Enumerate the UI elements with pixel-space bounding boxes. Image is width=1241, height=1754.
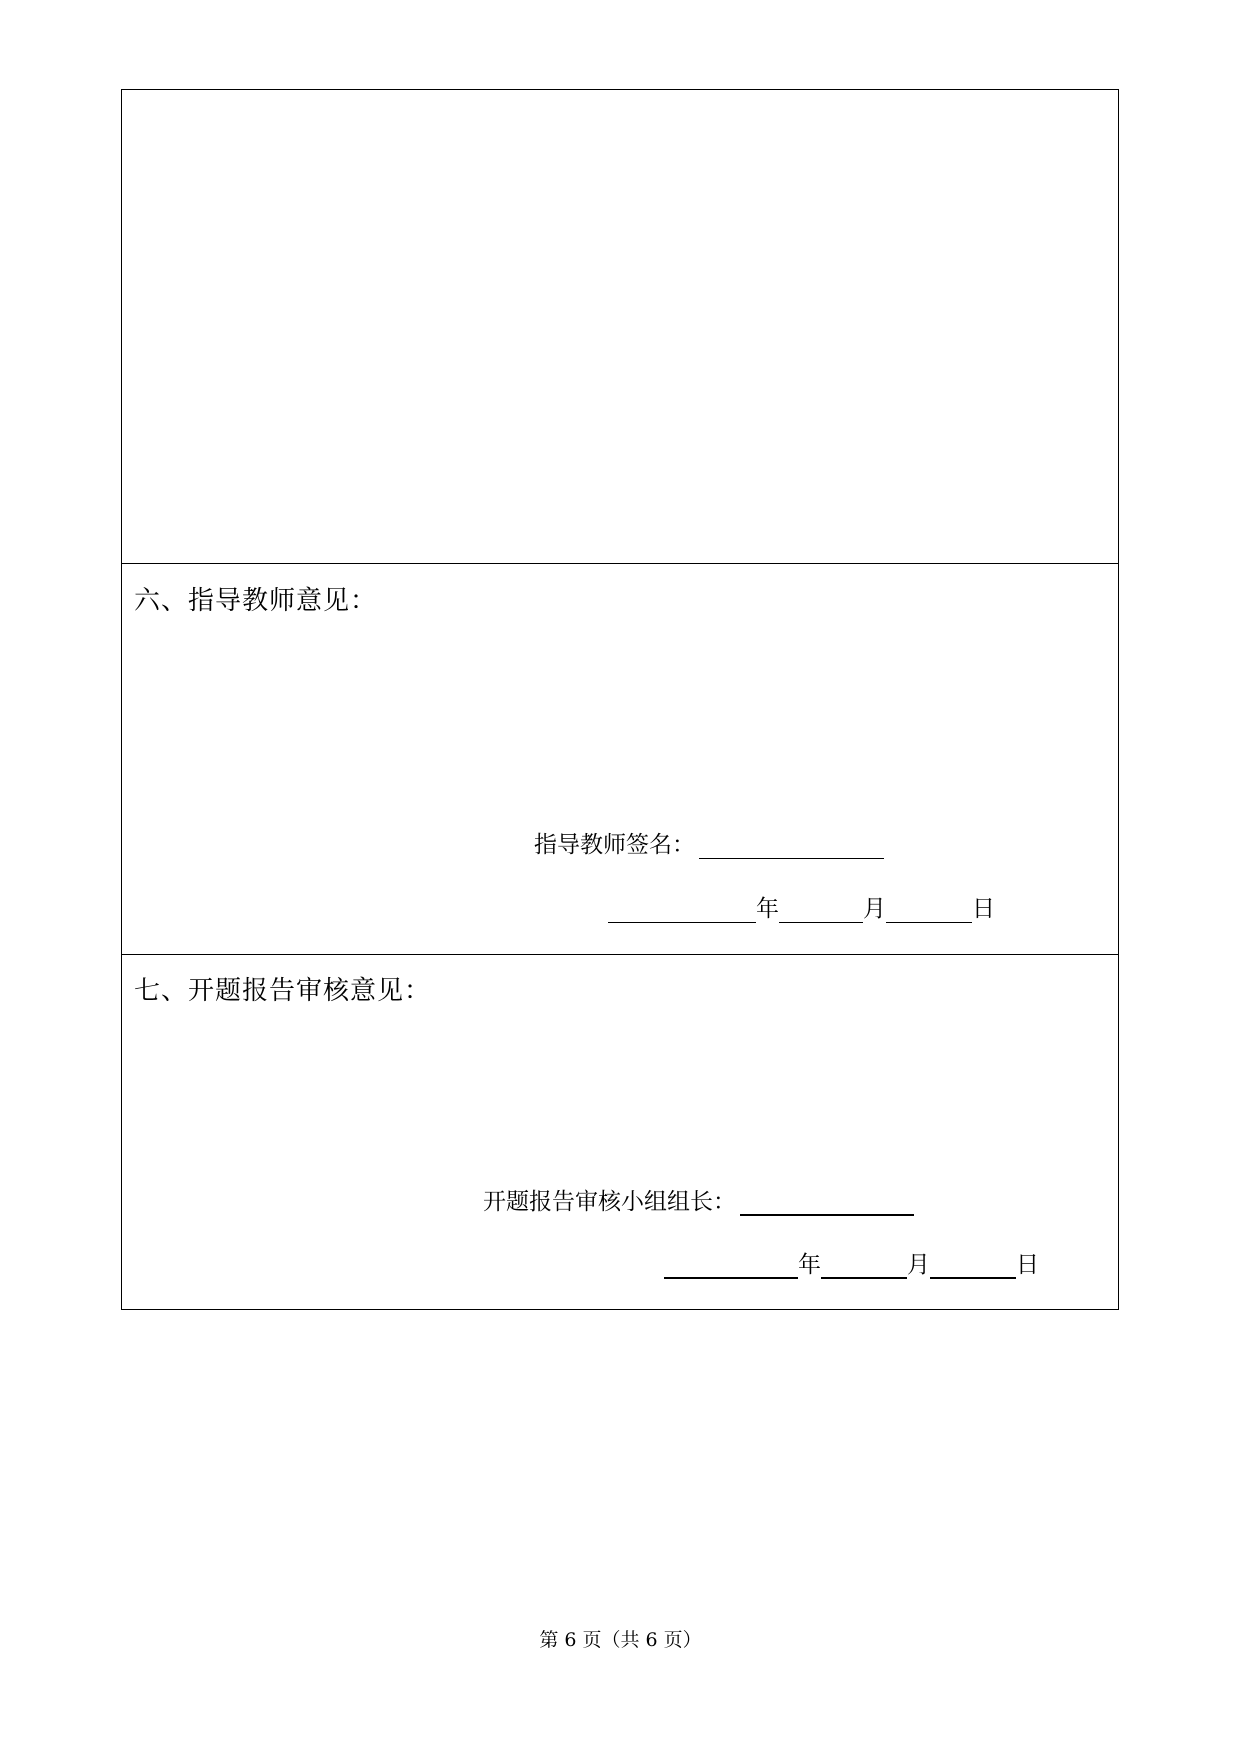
form-table bbox=[121, 89, 1119, 1310]
section-divider bbox=[122, 563, 1118, 564]
review-day-field[interactable] bbox=[930, 1253, 1016, 1279]
advisor-date-row bbox=[608, 890, 995, 923]
section7-heading: 七、开题报告审核意见： bbox=[134, 976, 432, 1006]
review-month-label: 月 bbox=[907, 1252, 930, 1278]
advisor-signature-label: 指导教师签名： bbox=[534, 832, 695, 858]
review-day-label: 日 bbox=[1016, 1252, 1039, 1278]
advisor-signature-row bbox=[534, 826, 884, 859]
advisor-day-field[interactable] bbox=[886, 898, 972, 923]
advisor-month-label: 月 bbox=[863, 896, 886, 922]
section6-heading: 六、指导教师意见： bbox=[134, 586, 378, 616]
review-leader-signature-field[interactable] bbox=[740, 1190, 914, 1216]
review-leader-signature-label: 开题报告审核小组组长： bbox=[483, 1189, 736, 1215]
review-year-label: 年 bbox=[798, 1252, 821, 1278]
page-number: 第 6 页（共 6 页） bbox=[539, 1629, 702, 1651]
advisor-year-label: 年 bbox=[756, 896, 779, 922]
advisor-signature-field[interactable] bbox=[699, 834, 884, 859]
review-date-row bbox=[664, 1246, 1039, 1279]
review-month-field[interactable] bbox=[821, 1253, 907, 1279]
section-divider bbox=[122, 954, 1118, 955]
review-leader-signature-row bbox=[483, 1183, 914, 1216]
advisor-year-field[interactable] bbox=[608, 898, 756, 923]
advisor-month-field[interactable] bbox=[779, 898, 863, 923]
review-year-field[interactable] bbox=[664, 1253, 798, 1279]
advisor-day-label: 日 bbox=[972, 896, 995, 922]
